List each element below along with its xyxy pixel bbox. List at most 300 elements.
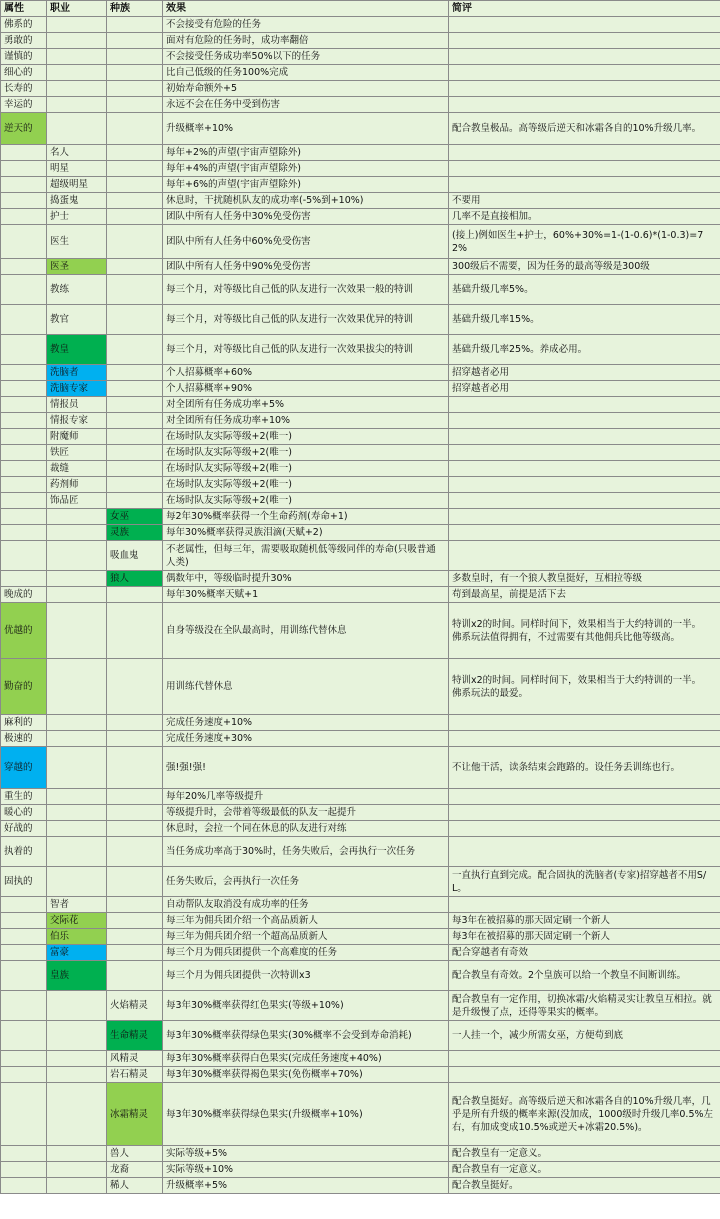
- cell-attr: [1, 991, 47, 1021]
- cell-race: [107, 929, 163, 945]
- cell-attr: 细心的: [1, 65, 47, 81]
- cell-race: [107, 913, 163, 929]
- header-job: 职业: [47, 1, 107, 17]
- cell-race: [107, 305, 163, 335]
- cell-race: [107, 113, 163, 145]
- cell-job: [47, 81, 107, 97]
- cell-comment: [449, 461, 720, 477]
- cell-race: [107, 821, 163, 837]
- cell-comment: 几率不是直接相加。: [449, 209, 720, 225]
- cell-attr: [1, 445, 47, 461]
- table-row: [1, 193, 720, 209]
- cell-race: [107, 445, 163, 461]
- table-row: [1, 161, 720, 177]
- cell-comment: 招穿越者必用: [449, 365, 720, 381]
- cell-effect: 不会接受任务成功率50%以下的任务: [163, 49, 449, 65]
- cell-effect: 对全团所有任务成功率+10%: [163, 413, 449, 429]
- cell-job: [47, 33, 107, 49]
- cell-race: [107, 961, 163, 991]
- cell-job: [47, 571, 107, 587]
- cell-comment: [449, 897, 720, 913]
- cell-attr: [1, 429, 47, 445]
- table-row: [1, 1067, 720, 1083]
- cell-comment: [449, 525, 720, 541]
- cell-race: [107, 209, 163, 225]
- table-row: [1, 541, 720, 571]
- cell-attr: [1, 913, 47, 929]
- cell-attr: 逆天的: [1, 113, 47, 145]
- cell-attr: [1, 1146, 47, 1162]
- cell-effect: 休息时，会拉一个同在休息的队友进行对练: [163, 821, 449, 837]
- cell-race: [107, 225, 163, 259]
- cell-comment: (接上)例如医生+护士，60%+30%=1-(1-0.6)*(1-0.3)=72%: [449, 225, 720, 259]
- cell-effect: 团队中所有人任务中90%免受伤害: [163, 259, 449, 275]
- cell-comment: [449, 145, 720, 161]
- cell-comment: [449, 17, 720, 33]
- table-row: [1, 225, 720, 259]
- cell-effect: 完成任务速度+30%: [163, 731, 449, 747]
- cell-attr: [1, 145, 47, 161]
- cell-job: [47, 65, 107, 81]
- cell-job: 教官: [47, 305, 107, 335]
- cell-effect: 在场时队友实际等级+2(唯一): [163, 429, 449, 445]
- cell-job: [47, 509, 107, 525]
- header-row: [1, 1, 720, 17]
- table-row: [1, 445, 720, 461]
- table-row: [1, 413, 720, 429]
- cell-effect: 不老属性，但每三年，需要吸取随机低等级同伴的寿命(只吸普通人类): [163, 541, 449, 571]
- cell-job: 情报员: [47, 397, 107, 413]
- cell-attr: [1, 209, 47, 225]
- cell-race: 冰霜精灵: [107, 1083, 163, 1146]
- table-row: [1, 525, 720, 541]
- table-row: [1, 1083, 720, 1146]
- table-row: [1, 33, 720, 49]
- cell-effect: 每三个月，对等级比自己低的队友进行一次效果拔尖的特训: [163, 335, 449, 365]
- cell-job: 皇族: [47, 961, 107, 991]
- cell-race: [107, 659, 163, 715]
- cell-effect: 当任务成功率高于30%时，任务失败后，会再执行一次任务: [163, 837, 449, 867]
- cell-comment: [449, 33, 720, 49]
- cell-attr: 极速的: [1, 731, 47, 747]
- cell-comment: 每3年在被招募的那天固定刷一个新人: [449, 913, 720, 929]
- cell-job: [47, 1162, 107, 1178]
- cell-attr: 勇敢的: [1, 33, 47, 49]
- cell-effect: 个人招募概率+90%: [163, 381, 449, 397]
- cell-race: [107, 335, 163, 365]
- cell-race: 吸血鬼: [107, 541, 163, 571]
- cell-comment: [449, 715, 720, 731]
- cell-attr: 执着的: [1, 837, 47, 867]
- table-row: [1, 913, 720, 929]
- cell-race: [107, 945, 163, 961]
- cell-job: [47, 805, 107, 821]
- cell-attr: [1, 945, 47, 961]
- cell-comment: 配合教皇有一定作用，切换冰霜/火焰精灵实让教皇互相拉。就是升级慢了点，还得等果实的概率。: [449, 991, 720, 1021]
- cell-effect: 自身等级没在全队最高时，用训练代替休息: [163, 603, 449, 659]
- cell-effect: 在场时队友实际等级+2(唯一): [163, 493, 449, 509]
- cell-comment: [449, 445, 720, 461]
- table-row: [1, 1021, 720, 1051]
- cell-effect: 每三个月为佣兵团提供一次特训x3: [163, 961, 449, 991]
- table-row: [1, 275, 720, 305]
- table-row: [1, 945, 720, 961]
- cell-attr: 优越的: [1, 603, 47, 659]
- cell-attr: 晚成的: [1, 587, 47, 603]
- cell-effect: 每3年30%概率获得绿色果实(30%概率不会受到寿命消耗): [163, 1021, 449, 1051]
- cell-effect: 每三年为佣兵团介绍一个高品质新人: [163, 913, 449, 929]
- table-row: [1, 493, 720, 509]
- cell-race: [107, 161, 163, 177]
- header-effect: 效果: [163, 1, 449, 17]
- cell-attr: [1, 1083, 47, 1146]
- cell-attr: [1, 541, 47, 571]
- table-row: [1, 259, 720, 275]
- table-row: [1, 477, 720, 493]
- cell-effect: 对全团所有任务成功率+5%: [163, 397, 449, 413]
- cell-race: [107, 603, 163, 659]
- cell-comment: 招穿越者必用: [449, 381, 720, 397]
- cell-attr: 麻利的: [1, 715, 47, 731]
- table-row: [1, 587, 720, 603]
- cell-comment: 配合教皇挺好。高等级后逆天和冰霜各自的10%升级几率，几乎是所有升级的概率来源(没加成，1000级时升级几率0.5%左右，有加成变成10.5%或逆天+冰霜20.5%)。: [449, 1083, 720, 1146]
- cell-job: [47, 541, 107, 571]
- cell-attr: [1, 1162, 47, 1178]
- cell-attr: [1, 413, 47, 429]
- cell-effect: 每年+2%的声望(宇宙声望除外): [163, 145, 449, 161]
- cell-effect: 完成任务速度+10%: [163, 715, 449, 731]
- cell-effect: 每年30%概率天赋+1: [163, 587, 449, 603]
- cell-race: [107, 97, 163, 113]
- cell-attr: 幸运的: [1, 97, 47, 113]
- cell-job: 名人: [47, 145, 107, 161]
- cell-comment: 特训x2的时间。同样时间下，效果相当于大约特训的一半。 佛系玩法值得拥有，不过需要有其他佣兵比他等级高。: [449, 603, 720, 659]
- table-row: [1, 747, 720, 789]
- cell-race: [107, 275, 163, 305]
- cell-effect: 不会接受有危险的任务: [163, 17, 449, 33]
- cell-comment: [449, 493, 720, 509]
- table-row: [1, 305, 720, 335]
- cell-race: [107, 731, 163, 747]
- cell-race: [107, 81, 163, 97]
- cell-race: [107, 477, 163, 493]
- cell-job: 护士: [47, 209, 107, 225]
- cell-comment: [449, 731, 720, 747]
- cell-race: [107, 177, 163, 193]
- cell-race: [107, 49, 163, 65]
- cell-race: [107, 397, 163, 413]
- cell-job: 医生: [47, 225, 107, 259]
- cell-effect: 每三个月，对等级比自己低的队友进行一次效果优异的特训: [163, 305, 449, 335]
- cell-race: [107, 193, 163, 209]
- cell-attr: [1, 225, 47, 259]
- cell-job: 铁匠: [47, 445, 107, 461]
- cell-attr: 谨慎的: [1, 49, 47, 65]
- cell-race: [107, 493, 163, 509]
- cell-effect: 比自己低级的任务100%完成: [163, 65, 449, 81]
- cell-comment: 不让他干活，读条结束会跑路的。设任务丢训练也行。: [449, 747, 720, 789]
- cell-race: 火焰精灵: [107, 991, 163, 1021]
- cell-effect: 在场时队友实际等级+2(唯一): [163, 477, 449, 493]
- cell-race: [107, 259, 163, 275]
- cell-effect: 每年+6%的声望(宇宙声望除外): [163, 177, 449, 193]
- cell-comment: 一直执行直到完成。配合固执的洗脑者(专家)招穿越者不用S/L。: [449, 867, 720, 897]
- cell-attr: [1, 259, 47, 275]
- cell-attr: [1, 381, 47, 397]
- table-row: [1, 731, 720, 747]
- cell-race: [107, 897, 163, 913]
- cell-job: [47, 789, 107, 805]
- cell-job: [47, 715, 107, 731]
- cell-job: [47, 991, 107, 1021]
- cell-comment: [449, 477, 720, 493]
- cell-job: [47, 1021, 107, 1051]
- table-row: [1, 509, 720, 525]
- cell-comment: 多数皇时，有一个狼人教皇挺好，互相拉等级: [449, 571, 720, 587]
- cell-attr: [1, 335, 47, 365]
- cell-attr: 重生的: [1, 789, 47, 805]
- cell-job: 情报专家: [47, 413, 107, 429]
- cell-job: [47, 1083, 107, 1146]
- cell-attr: [1, 929, 47, 945]
- cell-effect: 每三个月，对等级比自己低的队友进行一次效果一般的特训: [163, 275, 449, 305]
- cell-race: [107, 429, 163, 445]
- table-row: [1, 177, 720, 193]
- cell-comment: [449, 49, 720, 65]
- cell-job: [47, 1051, 107, 1067]
- cell-attr: [1, 305, 47, 335]
- cell-attr: [1, 177, 47, 193]
- cell-effect: 每三年为佣兵团介绍一个超高品质新人: [163, 929, 449, 945]
- cell-job: 裁缝: [47, 461, 107, 477]
- cell-comment: [449, 1051, 720, 1067]
- cell-attr: 固执的: [1, 867, 47, 897]
- table-row: [1, 867, 720, 897]
- cell-comment: [449, 429, 720, 445]
- cell-job: [47, 113, 107, 145]
- cell-effect: 用训练代替休息: [163, 659, 449, 715]
- cell-job: [47, 17, 107, 33]
- cell-effect: 实际等级+10%: [163, 1162, 449, 1178]
- table-row: [1, 659, 720, 715]
- table-row: [1, 49, 720, 65]
- cell-job: [47, 603, 107, 659]
- cell-effect: 团队中所有人任务中30%免受伤害: [163, 209, 449, 225]
- cell-effect: 个人招募概率+60%: [163, 365, 449, 381]
- cell-job: 洗脑者: [47, 365, 107, 381]
- cell-job: 超级明星: [47, 177, 107, 193]
- cell-job: 医圣: [47, 259, 107, 275]
- cell-effect: 团队中所有人任务中60%免受伤害: [163, 225, 449, 259]
- cell-effect: 休息时，干扰随机队友的成功率(-5%到+10%): [163, 193, 449, 209]
- table-row: [1, 209, 720, 225]
- cell-attr: [1, 1067, 47, 1083]
- cell-comment: 配合教皇有一定意义。: [449, 1146, 720, 1162]
- cell-attr: [1, 493, 47, 509]
- cell-attr: 勤奋的: [1, 659, 47, 715]
- table-row: [1, 429, 720, 445]
- cell-job: [47, 867, 107, 897]
- cell-job: 洗脑专家: [47, 381, 107, 397]
- cell-effect: 面对有危险的任务时，成功率翻倍: [163, 33, 449, 49]
- table-row: [1, 335, 720, 365]
- cell-attr: [1, 509, 47, 525]
- table-row: [1, 17, 720, 33]
- cell-comment: [449, 837, 720, 867]
- cell-comment: 基础升级几率15%。: [449, 305, 720, 335]
- cell-attr: [1, 275, 47, 305]
- table-row: [1, 145, 720, 161]
- cell-job: 伯乐: [47, 929, 107, 945]
- cell-job: [47, 1178, 107, 1194]
- cell-effect: 每年20%几率等级提升: [163, 789, 449, 805]
- table-row: [1, 65, 720, 81]
- cell-effect: 任务失败后，会再执行一次任务: [163, 867, 449, 897]
- table-row: [1, 1146, 720, 1162]
- cell-effect: 自动帮队友取消没有成功率的任务: [163, 897, 449, 913]
- cell-comment: 基础升级几率25%。养成必用。: [449, 335, 720, 365]
- cell-job: 教练: [47, 275, 107, 305]
- cell-job: [47, 731, 107, 747]
- cell-effect: 强!强!强!: [163, 747, 449, 789]
- cell-comment: 特训x2的时间。同样时间下，效果相当于大约特训的一半。 佛系玩法的最爱。: [449, 659, 720, 715]
- cell-race: 稀人: [107, 1178, 163, 1194]
- table-row: [1, 461, 720, 477]
- cell-effect: 每3年30%概率获得白色果实(完成任务速度+40%): [163, 1051, 449, 1067]
- cell-effect: 等级提升时，会带着等级最低的队友一起提升: [163, 805, 449, 821]
- table-row: [1, 929, 720, 945]
- table-row: [1, 603, 720, 659]
- cell-effect: 初始寿命额外+5: [163, 81, 449, 97]
- table-row: [1, 97, 720, 113]
- cell-attr: [1, 571, 47, 587]
- cell-attr: 穿越的: [1, 747, 47, 789]
- table-row: [1, 381, 720, 397]
- cell-job: [47, 659, 107, 715]
- cell-attr: 长寿的: [1, 81, 47, 97]
- table-row: [1, 571, 720, 587]
- cell-job: 饰品匠: [47, 493, 107, 509]
- cell-comment: 配合教皇挺好。: [449, 1178, 720, 1194]
- cell-race: [107, 145, 163, 161]
- cell-race: [107, 837, 163, 867]
- cell-comment: [449, 821, 720, 837]
- table-row: [1, 1162, 720, 1178]
- cell-race: [107, 715, 163, 731]
- cell-effect: 每3年30%概率获得褐色果实(免伤概率+70%): [163, 1067, 449, 1083]
- cell-effect: 每三个月为佣兵团提供一个高难度的任务: [163, 945, 449, 961]
- cell-effect: 升级概率+5%: [163, 1178, 449, 1194]
- table-row: [1, 1051, 720, 1067]
- table-row: [1, 991, 720, 1021]
- cell-comment: 配合穿越者有奇效: [449, 945, 720, 961]
- cell-race: [107, 789, 163, 805]
- cell-attr: [1, 1178, 47, 1194]
- cell-comment: 配合教皇有奇效。2个皇族可以给一个教皇不间断训练。: [449, 961, 720, 991]
- cell-comment: [449, 81, 720, 97]
- cell-comment: 苟到最高星，前提是活下去: [449, 587, 720, 603]
- cell-race: [107, 381, 163, 397]
- cell-job: 智者: [47, 897, 107, 913]
- cell-race: 女巫: [107, 509, 163, 525]
- cell-comment: 一人挂一个，减少所需女巫，方便苟到底: [449, 1021, 720, 1051]
- cell-comment: [449, 97, 720, 113]
- cell-attr: [1, 193, 47, 209]
- cell-job: [47, 747, 107, 789]
- cell-comment: [449, 805, 720, 821]
- cell-effect: 每3年30%概率获得红色果实(等级+10%): [163, 991, 449, 1021]
- table-row: [1, 805, 720, 821]
- cell-race: [107, 867, 163, 897]
- cell-effect: 永远不会在任务中受到伤害: [163, 97, 449, 113]
- cell-job: 交际花: [47, 913, 107, 929]
- cell-comment: [449, 397, 720, 413]
- cell-attr: [1, 961, 47, 991]
- cell-comment: [449, 541, 720, 571]
- cell-job: 富豪: [47, 945, 107, 961]
- cell-attr: [1, 897, 47, 913]
- cell-attr: [1, 525, 47, 541]
- table-row: [1, 397, 720, 413]
- cell-attr: [1, 461, 47, 477]
- cell-effect: 每年+4%的声望(宇宙声望除外): [163, 161, 449, 177]
- cell-race: 狼人: [107, 571, 163, 587]
- cell-comment: [449, 65, 720, 81]
- cell-race: 岩石精灵: [107, 1067, 163, 1083]
- cell-race: [107, 461, 163, 477]
- cell-effect: 每3年30%概率获得绿色果实(升级概率+10%): [163, 1083, 449, 1146]
- header-attr: 属性: [1, 1, 47, 17]
- table-row: [1, 961, 720, 991]
- cell-comment: 配合教皇有一定意义。: [449, 1162, 720, 1178]
- cell-job: [47, 587, 107, 603]
- cell-job: [47, 49, 107, 65]
- cell-race: 龙裔: [107, 1162, 163, 1178]
- cell-effect: 在场时队友实际等级+2(唯一): [163, 461, 449, 477]
- cell-comment: 配合教皇极品。高等级后逆天和冰霜各自的10%升级几率。: [449, 113, 720, 145]
- cell-attr: 佛系的: [1, 17, 47, 33]
- cell-job: [47, 525, 107, 541]
- table-row: [1, 821, 720, 837]
- cell-race: 风精灵: [107, 1051, 163, 1067]
- cell-race: [107, 747, 163, 789]
- cell-comment: 300级后不需要，因为任务的最高等级是300级: [449, 259, 720, 275]
- cell-attr: [1, 161, 47, 177]
- cell-comment: [449, 413, 720, 429]
- cell-race: 兽人: [107, 1146, 163, 1162]
- cell-effect: 每年30%概率获得灵族泪滴(天赋+2): [163, 525, 449, 541]
- table-row: [1, 113, 720, 145]
- cell-race: [107, 805, 163, 821]
- table-row: [1, 365, 720, 381]
- cell-job: 教皇: [47, 335, 107, 365]
- table-row: [1, 897, 720, 913]
- cell-comment: 每3年在被招募的那天固定刷一个新人: [449, 929, 720, 945]
- cell-comment: [449, 509, 720, 525]
- cell-job: 明星: [47, 161, 107, 177]
- cell-effect: 偶数年中，等级临时提升30%: [163, 571, 449, 587]
- table-row: [1, 837, 720, 867]
- cell-job: 捣蛋鬼: [47, 193, 107, 209]
- cell-comment: [449, 177, 720, 193]
- cell-race: [107, 587, 163, 603]
- cell-attr: [1, 477, 47, 493]
- header-comment: 简评: [449, 1, 720, 17]
- cell-race: 灵族: [107, 525, 163, 541]
- cell-comment: [449, 1067, 720, 1083]
- table-row: [1, 715, 720, 731]
- cell-attr: 暖心的: [1, 805, 47, 821]
